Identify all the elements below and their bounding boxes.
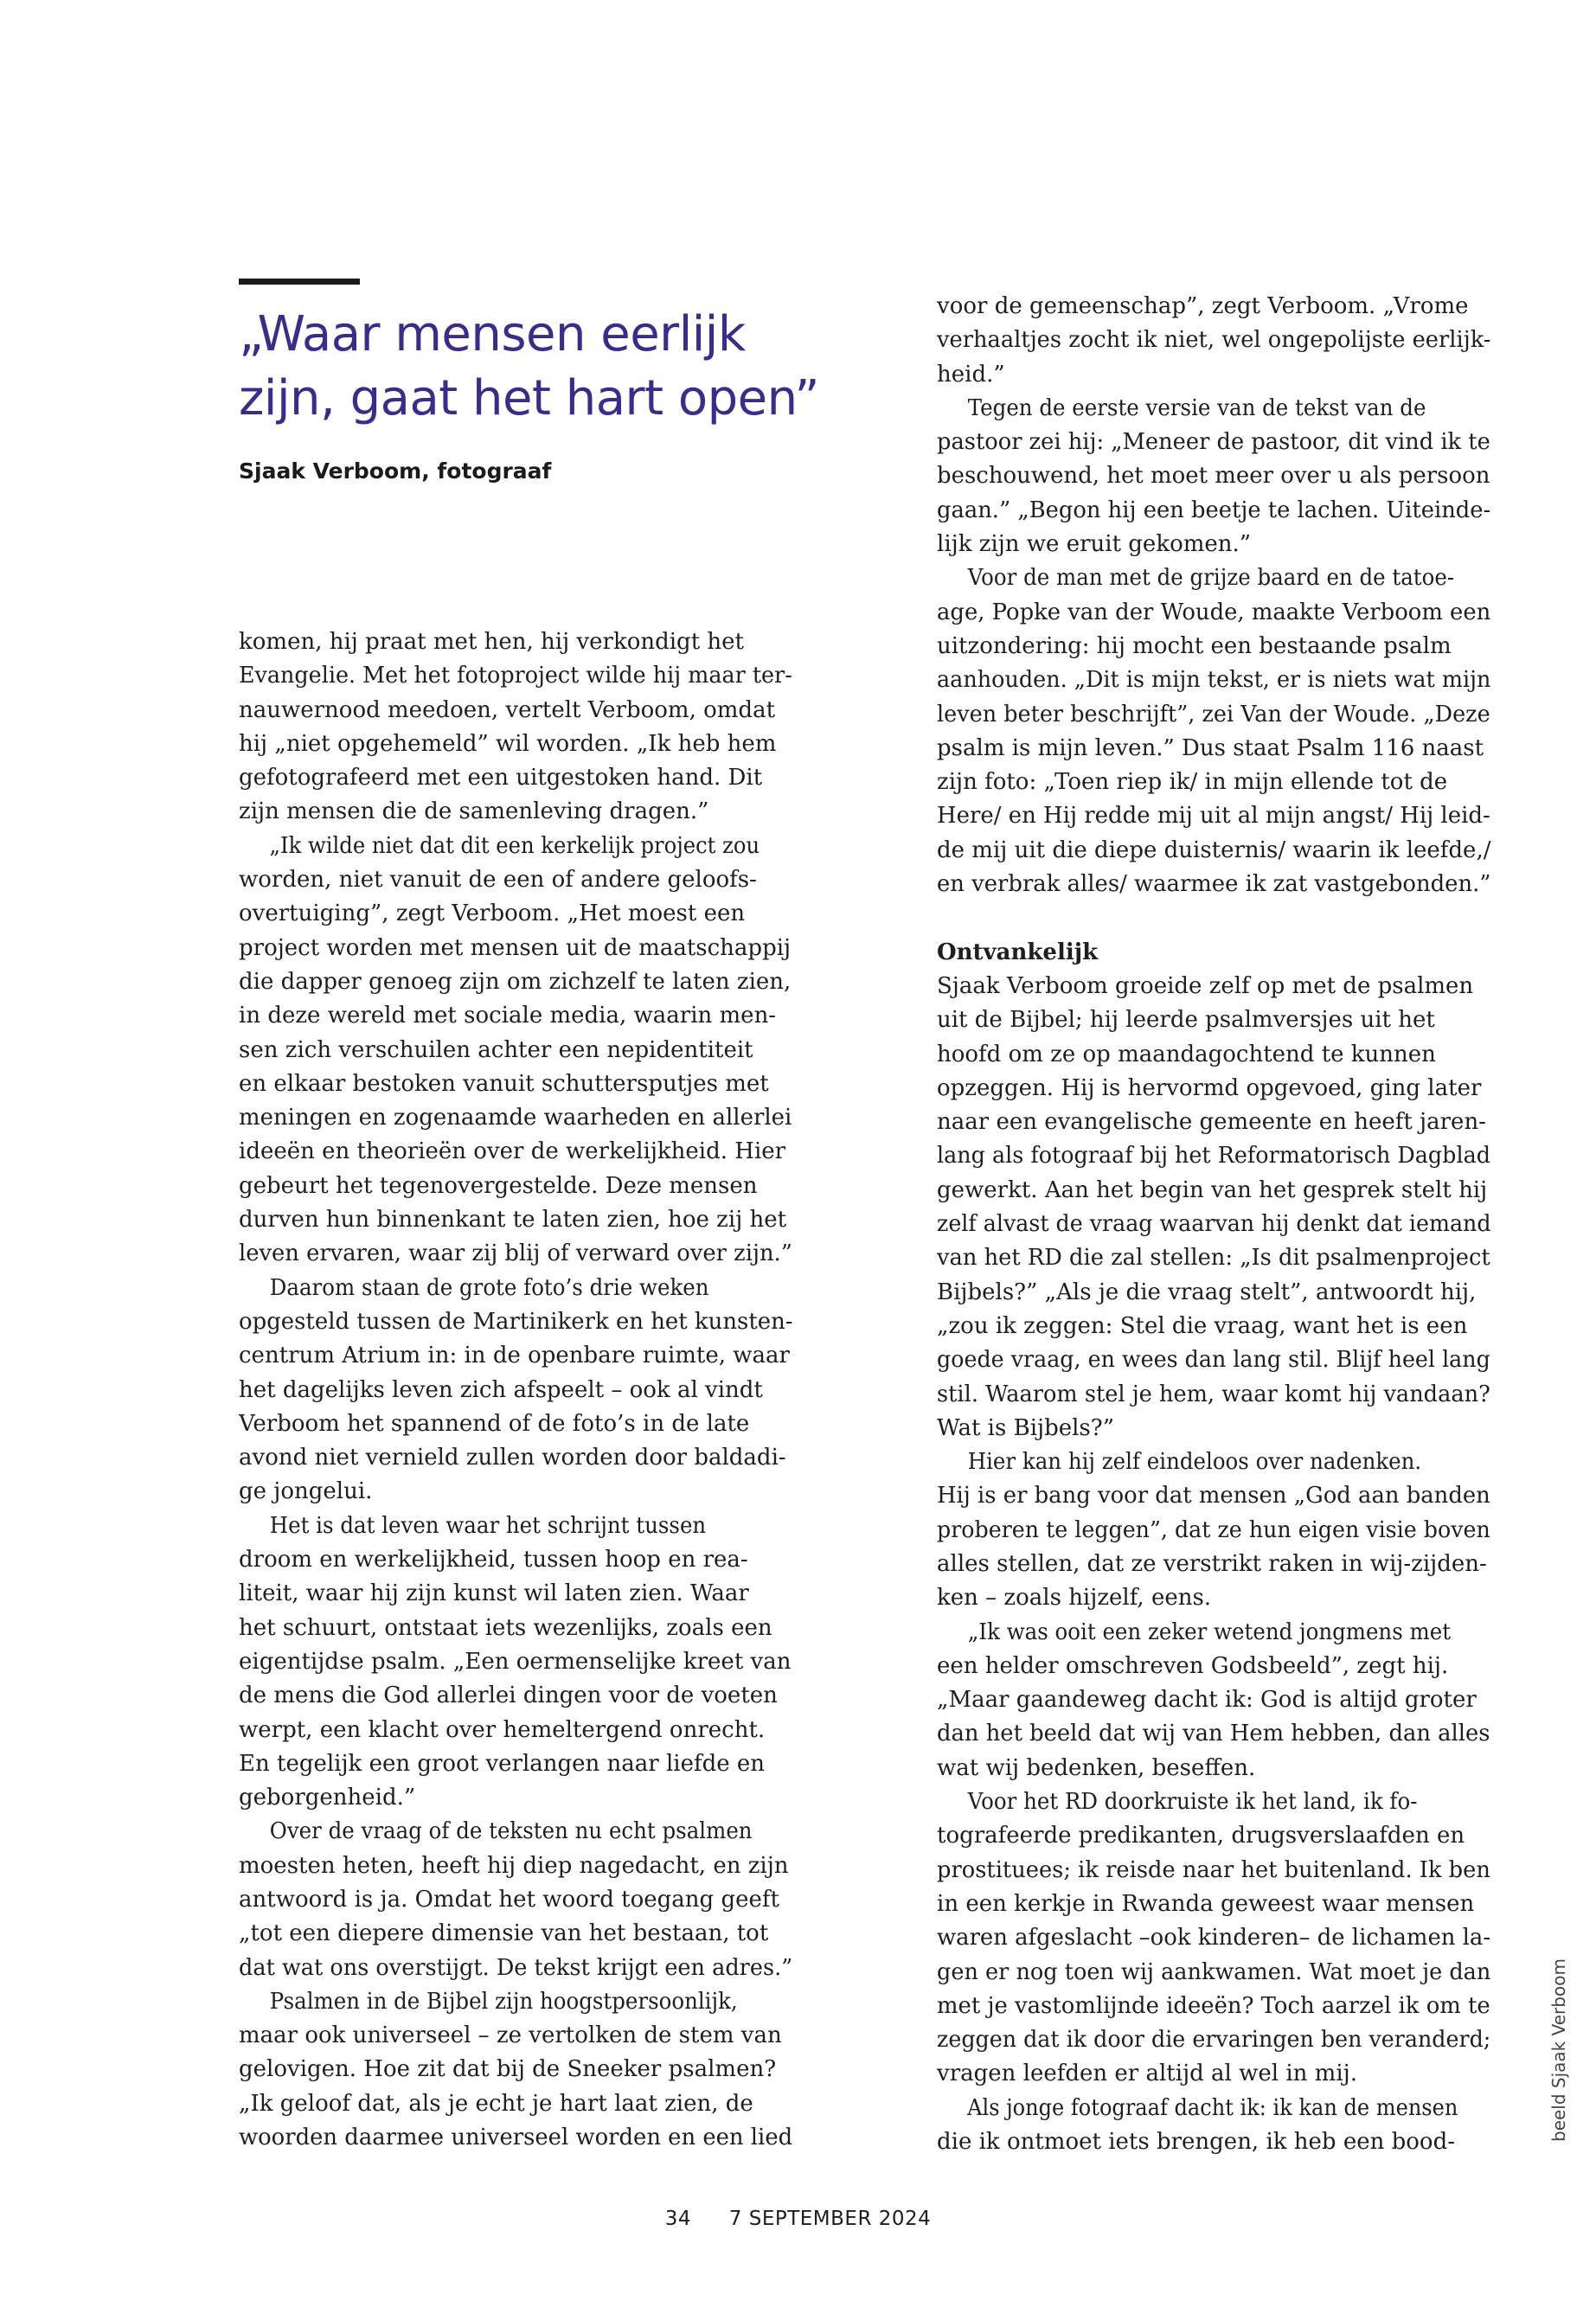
- paragraph: [937, 1616, 1490, 1785]
- text-line: Evangelie. Met het fotoproject wilde hij maar ter-: [239, 663, 792, 689]
- text-line: wat wij bedenken, beseffen.: [937, 1754, 1256, 1781]
- text-line: gefotografeerd met een uitgestoken hand. Dit: [239, 765, 763, 792]
- text-line: opgesteld tussen de Martinikerk en het kunsten-: [239, 1308, 793, 1335]
- paragraph: [937, 290, 1490, 392]
- text-line: age, Popke van der Woude, maakte Verboom een: [937, 599, 1491, 625]
- text-line: Wat is Bijbels?”: [937, 1414, 1115, 1441]
- text-line: gen er nog toen wij aankwamen. Wat moet je dan: [937, 1958, 1491, 1985]
- text-line: gewerkt. Aan het begin van het gesprek stelt hij: [937, 1176, 1488, 1203]
- text-line: geborgenheid.”: [239, 1785, 416, 1811]
- text-line: in een kerkje in Rwanda geweest waar mensen: [937, 1890, 1475, 1917]
- text-line: moesten heten, heeft hij diep nagedacht, en zijn: [239, 1852, 789, 1879]
- text-line: „Ik was ooit een zeker wetend jongmens met: [967, 1618, 1452, 1645]
- text-line: Tegen de eerste versie van de tekst van de: [967, 394, 1426, 421]
- paragraph: [239, 830, 792, 1272]
- text-line: pastoor zei hij: „Meneer de pastoor, dit vind ik te: [937, 429, 1490, 456]
- title-rule: [239, 279, 360, 285]
- text-line: alles stellen, dat ze verstrikt raken in wij-zijden-: [937, 1550, 1487, 1577]
- text-line: komen, hij praat met hen, hij verkondigt het: [239, 629, 744, 655]
- text-line: gelovigen. Hoe zit dat bij de Sneeker psalmen?: [239, 2056, 777, 2083]
- paragraph: [937, 392, 1490, 561]
- article-title: [239, 303, 862, 431]
- text-line: hoofd om ze op maandagochtend te kunnen: [937, 1041, 1436, 1067]
- title-line: zijn, gaat het hart open”: [239, 370, 820, 426]
- text-line: heid.”: [937, 361, 1005, 388]
- text-line: vragen leefden er altijd al wel in mij.: [937, 2061, 1357, 2087]
- text-line: liteit, waar hij zijn kunst wil laten zien. Waar: [239, 1580, 749, 1607]
- paragraph: [937, 1785, 1490, 2092]
- text-line: Psalmen in de Bijbel zijn hoogstpersoonlijk,: [269, 1988, 738, 2015]
- text-line: overtuiging”, zegt Verboom. „Het moest een: [239, 901, 746, 927]
- text-line: „Ik geloof dat, als je echt je hart laat zien, de: [239, 2090, 753, 2117]
- text-line: lang als fotograaf bij het Reformatorisch Dagblad: [937, 1143, 1490, 1170]
- text-line: Voor de man met de grijze baard en de tatoe-: [967, 565, 1455, 592]
- text-line: Voor het RD doorkruiste ik het land, ik fo-: [967, 1789, 1418, 1816]
- text-line: Als jonge fotograaf dacht ik: ik kan de mensen: [967, 2094, 1458, 2121]
- text-line: werpt, een klacht over hemeltergend onrecht.: [239, 1716, 766, 1743]
- text-line: opzeggen. Hij is hervormd opgevoed, ging later: [937, 1074, 1482, 1101]
- text-line: beschouwend, het moet meer over u als persoon: [937, 463, 1490, 490]
- text-line: verhaaltjes zocht ik niet, wel ongepolijste eerlijk-: [937, 327, 1491, 354]
- text-line: zijn foto: „Toen riep ik/ in mijn ellende tot de: [937, 769, 1448, 796]
- text-line: van het RD die zal stellen: „Is dit psalmenproject: [937, 1245, 1490, 1272]
- text-line: Hier kan hij zelf eindeloos over nadenken.: [967, 1449, 1422, 1476]
- text-line: ken – zoals hijzelf, eens.: [937, 1585, 1212, 1612]
- text-line: project worden met mensen uit de maatschappij: [239, 934, 792, 961]
- text-line: maar ook universeel – ze vertolken de stem van: [239, 2022, 782, 2049]
- text-line: de mens die God allerlei dingen voor de voeten: [239, 1682, 778, 1709]
- text-line: proberen te leggen”, dat ze hun eigen visie boven: [937, 1516, 1490, 1543]
- title-line: „Waar mensen eerlijk: [239, 306, 746, 362]
- text-line: ideeën en theorieën over de werkelijkheid. Hier: [239, 1138, 786, 1165]
- text-line: het dagelijks leven zich afspeelt – ook al vindt: [239, 1376, 763, 1403]
- text-line: zelf alvast de vraag waarvan hij denkt dat iemand: [937, 1211, 1491, 1238]
- issue-date: 7 SEPTEMBER 2024: [728, 2208, 932, 2230]
- byline: Sjaak Verboom, fotograaf: [239, 458, 552, 484]
- paragraph: [239, 1509, 792, 1816]
- paragraph: [937, 970, 1490, 1445]
- text-line: het schuurt, ontstaat iets wezenlijks, zoals een: [239, 1614, 772, 1641]
- text-line: worden, niet vanuit de een of andere geloofs-: [239, 867, 757, 894]
- text-line: uit de Bijbel; hij leerde psalmversjes uit het: [937, 1007, 1435, 1034]
- text-column-left: [239, 625, 792, 2155]
- text-line: nauwernood meedoen, vertelt Verboom, omdat: [239, 696, 776, 723]
- text-line: Het is dat leven waar het schrijnt tussen: [269, 1512, 707, 1539]
- text-line: Verboom het spannend of de foto’s in de late: [239, 1410, 750, 1437]
- text-line: dan het beeld dat wij van Hem hebben, dan alles: [937, 1721, 1490, 1747]
- text-line: dat wat ons overstijgt. De tekst krijgt een adres.”: [239, 1954, 793, 1981]
- text-line: prostituees; ik reisde naar het buitenland. Ik ben: [937, 1856, 1490, 1883]
- text-line: Sjaak Verboom groeide zelf op met de psalmen: [937, 972, 1474, 999]
- paragraph: [239, 1272, 792, 1509]
- text-line: durven hun binnenkant te laten zien, hoe zij het: [239, 1207, 787, 1234]
- text-line: die ik ontmoet iets brengen, ik heb een bood-: [937, 2129, 1456, 2156]
- text-line: droom en werkelijkheid, tussen hoop en rea-: [239, 1547, 748, 1574]
- paragraph: [239, 625, 792, 830]
- text-line: „Ik wilde niet dat dit een kerkelijk project zou: [269, 832, 760, 859]
- text-line: Over de vraag of de teksten nu echt psalmen: [269, 1818, 753, 1845]
- text-line: antwoord is ja. Omdat het woord toegang geeft: [239, 1886, 779, 1913]
- text-line: in deze wereld met sociale media, waarin men-: [239, 1003, 777, 1029]
- text-line: en elkaar bestoken vanuit schuttersputjes met: [239, 1070, 769, 1097]
- text-line: „zou ik zeggen: Stel die vraag, want het is een: [937, 1312, 1468, 1339]
- text-line: goede vraag, en wees dan lang stil. Blijf heel lang: [937, 1347, 1490, 1374]
- text-line: hij „niet opgehemeld” wil worden. „Ik heb hem: [239, 730, 777, 757]
- text-line: Daarom staan de grote foto’s drie weken: [269, 1274, 709, 1301]
- text-line: „Maar gaandeweg dacht ik: God is altijd groter: [937, 1687, 1477, 1714]
- paragraph: [937, 561, 1490, 901]
- text-line: uitzondering: hij mocht een bestaande psalm: [937, 632, 1452, 659]
- text-line: En tegelijk een groot verlangen naar liefde en: [239, 1750, 766, 1777]
- photo-credit: beeld Sjaak Verboom: [1548, 1958, 1569, 2142]
- text-line: tografeerde predikanten, drugsverslaafden en: [937, 1823, 1465, 1849]
- text-line: Bijbels?” „Als je die vraag stelt”, antwoordt hij,: [937, 1279, 1477, 1305]
- text-line: de mij uit die diepe duisternis/ waarin ik leefde,/: [937, 836, 1491, 863]
- text-line: aanhouden. „Dit is mijn tekst, er is niets wat mijn: [937, 667, 1491, 694]
- text-line: centrum Atrium in: in de openbare ruimte, waar: [239, 1343, 790, 1369]
- text-line: en verbrak alles/ waarmee ik zat vastgebonden.”: [937, 871, 1491, 898]
- text-column-right: [937, 290, 1490, 2159]
- paragraph: [937, 1445, 1490, 1615]
- text-line: zeggen dat ik door die ervaringen ben veranderd;: [937, 2027, 1491, 2054]
- text-line: zijn mensen die de samenleving dragen.”: [239, 798, 709, 825]
- text-line: meningen en zogenaamde waarheden en allerlei: [239, 1105, 792, 1131]
- text-line: stil. Waarom stel je hem, waar komt hij vandaan?: [937, 1381, 1490, 1407]
- page-footer: [0, 2208, 1596, 2230]
- text-line: een helder omschreven Godsbeeld”, zegt hij.: [937, 1652, 1449, 1679]
- text-line: avond niet vernield zullen worden door baldadi-: [239, 1445, 786, 1471]
- text-line: Here/ en Hij redde mij uit al mijn angst/ Hij leid-: [937, 803, 1490, 830]
- text-line: leven ervaren, waar zij blij of verward over zijn.”: [239, 1240, 792, 1267]
- text-line: psalm is mijn leven.” Dus staat Psalm 116 naast: [937, 734, 1484, 761]
- text-line: sen zich verschuilen achter een nepidentiteit: [239, 1036, 753, 1063]
- text-line: lijk zijn we eruit gekomen.”: [937, 531, 1252, 558]
- text-line: eigentijdse psalm. „Een oermenselijke kreet van: [239, 1648, 792, 1675]
- text-line: Hij is er bang voor dat mensen „God aan banden: [937, 1483, 1490, 1509]
- text-line: waren afgeslacht –ook kinderen– de lichamen la-: [937, 1925, 1491, 1952]
- text-line: gebeurt het tegenovergestelde. Deze mensen: [239, 1172, 758, 1199]
- text-line: ge jongelui.: [239, 1478, 373, 1505]
- text-line: die dapper genoeg zijn om zichzelf te laten zien,: [239, 968, 792, 995]
- paragraph: [239, 1985, 792, 2155]
- text-line: naar een evangelische gemeente en heeft jaren-: [937, 1109, 1486, 1136]
- paragraph: [239, 1815, 792, 1984]
- section-heading: Ontvankelijk: [937, 939, 1099, 965]
- text-line: voor de gemeenschap”, zegt Verboom. „Vrome: [937, 293, 1469, 319]
- page-number: 34: [664, 2208, 691, 2230]
- text-line: met je vastomlijnde ideeën? Toch aarzel ik om te: [937, 1992, 1490, 2019]
- paragraph: [937, 2092, 1490, 2160]
- text-line: gaan.” „Begon hij een beetje te lachen. Uiteinde-: [937, 497, 1491, 523]
- text-line: „tot een diepere dimensie van het bestaan, tot: [239, 1920, 769, 1947]
- text-line: leven beter beschrijft”, zei Van der Woude. „Deze: [937, 701, 1490, 727]
- text-line: woorden daarmee universeel worden en een lied: [239, 2125, 793, 2151]
